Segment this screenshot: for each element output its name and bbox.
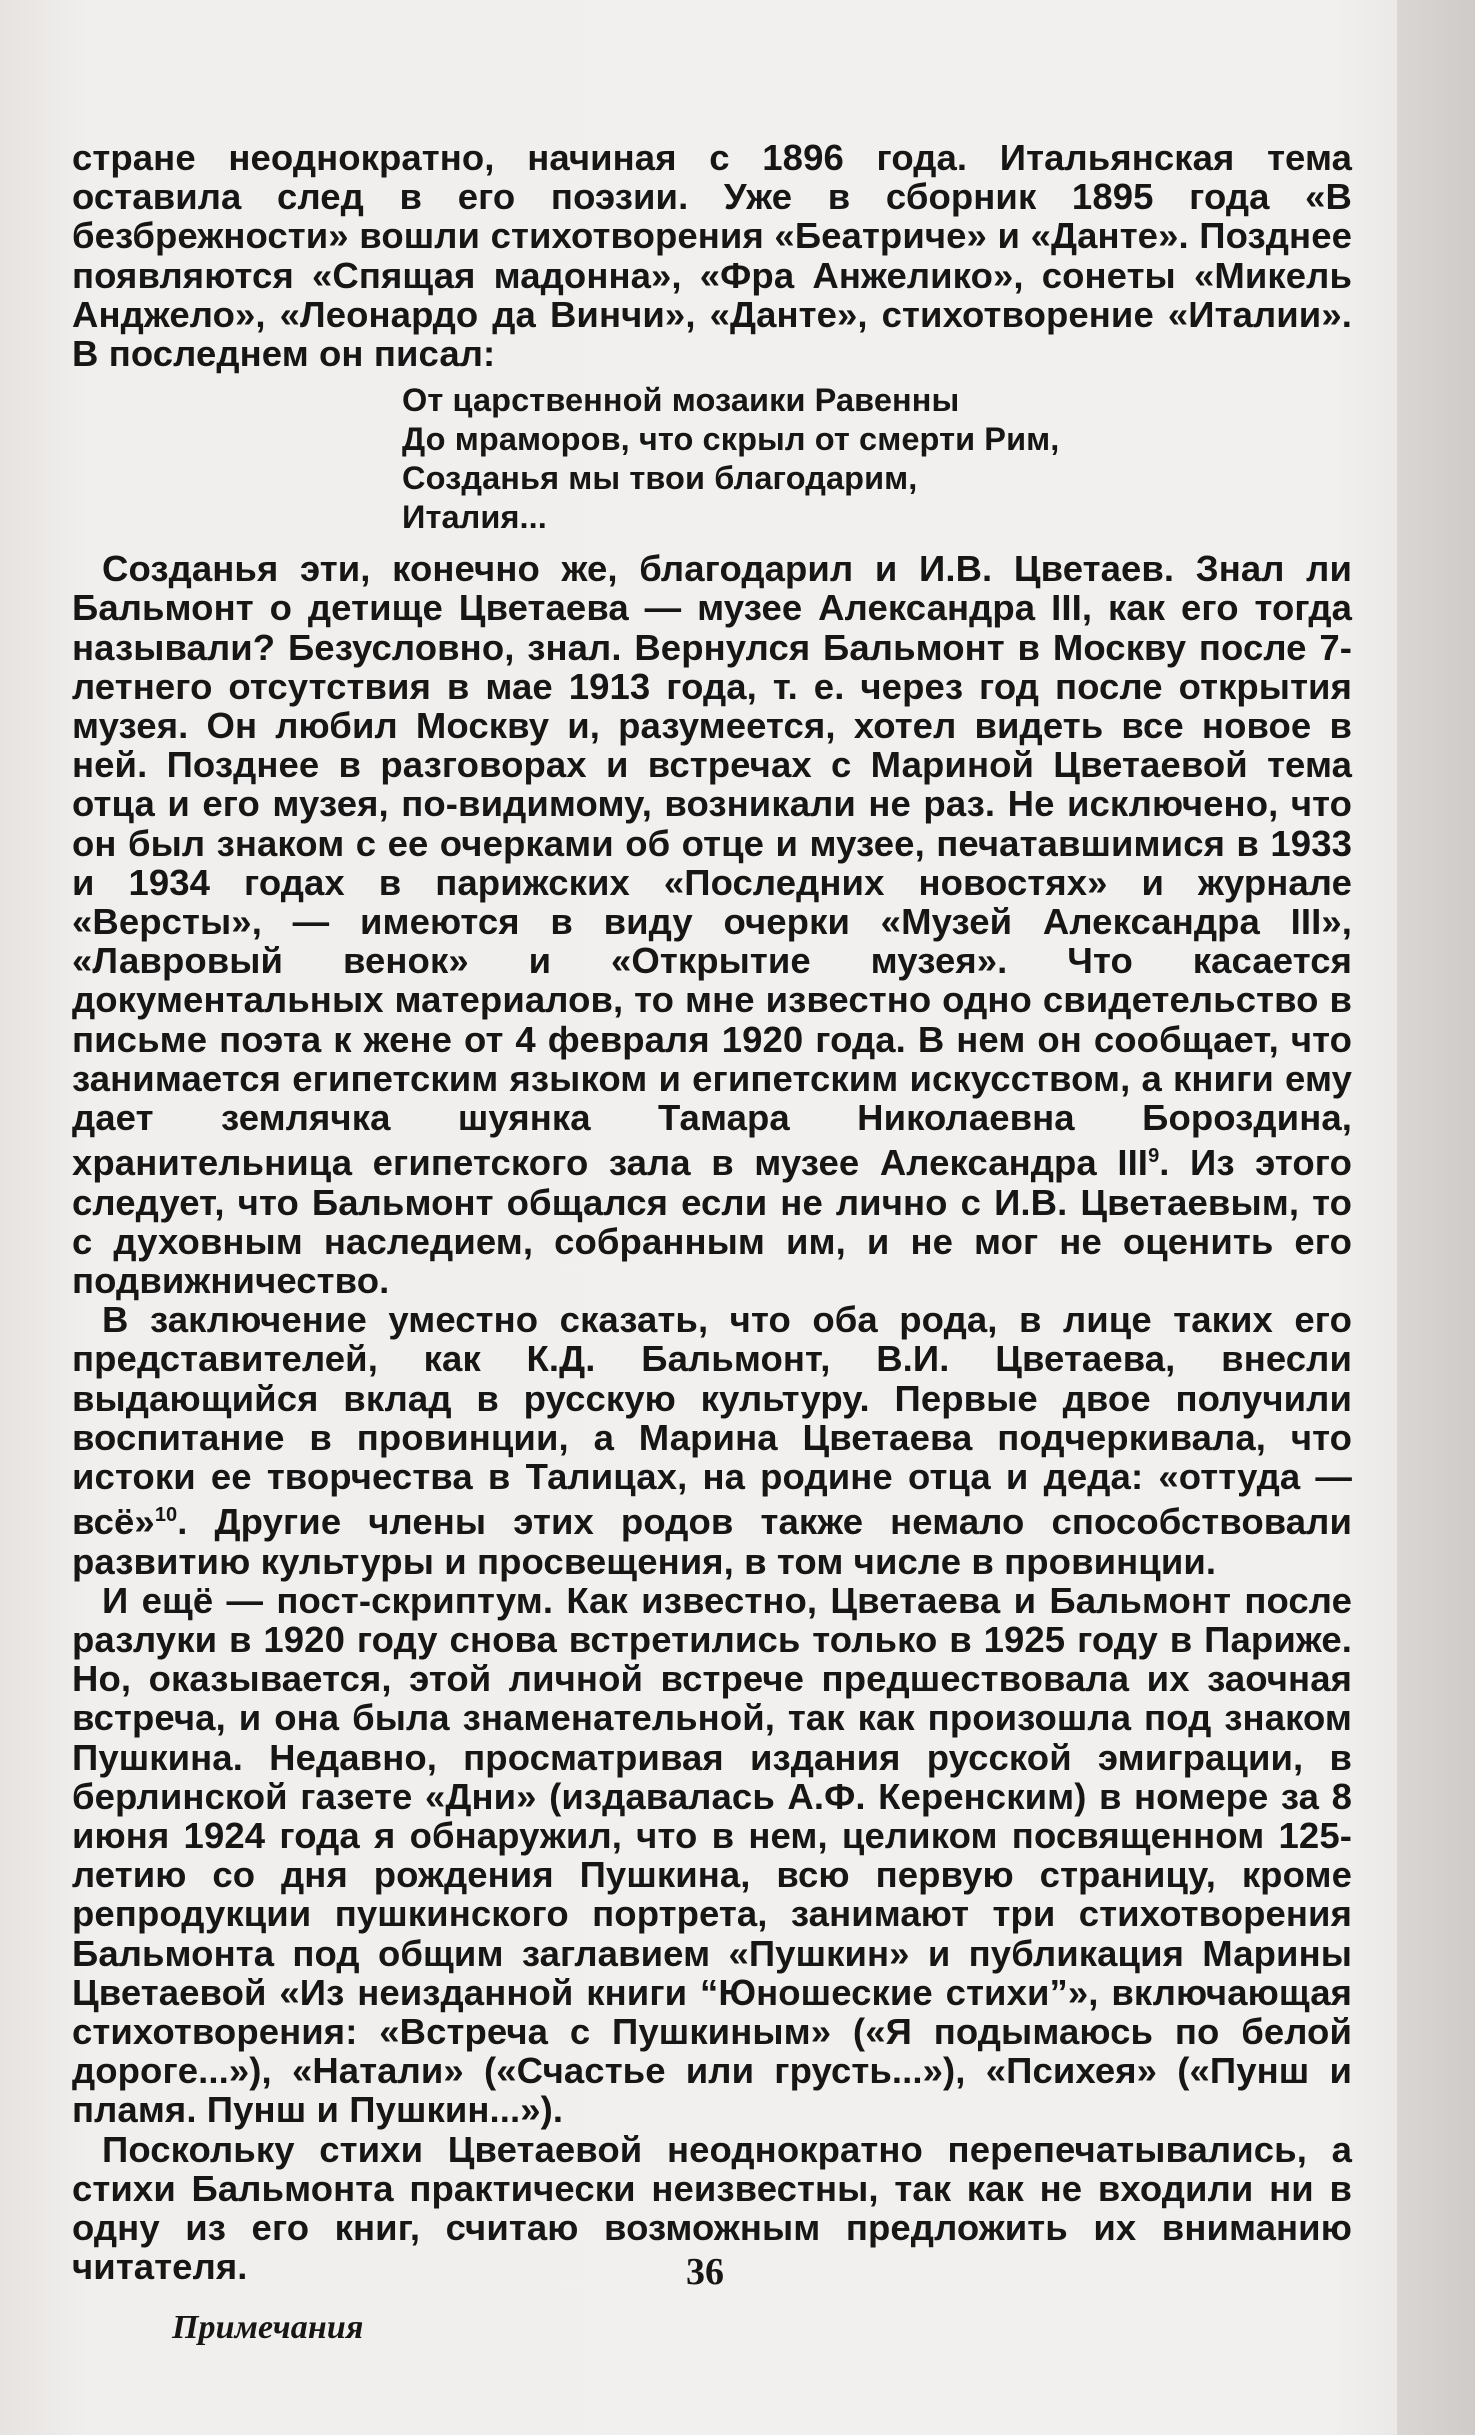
- paragraph: И ещё — пост-скриптум. Как известно, Цветаева и Бальмонт после разлуки в 1920 году снова встретились только в 1925 году в Париже. Но, оказывается, этой личной встрече предшествовала их заочная встреча, и она была знаменательной, так как произошла под знаком Пушкина. Недавно, просматривая издания русской эмиграции, в берлинской газете «Дни» (издавалась А.Ф. Керенским) в номере за 8 июня 1924 года я обнаружил, что в нем, целиком посвященном 125-летию со дня рождения Пушкина, всю первую страницу, кроме репродукции пушкинского портрета, занимают три стихотворения Бальмонта под общим заглавием «Пушкин» и публикация Марины Цветаевой «Из неизданной книги “Юношеские стихи”», включающая стихотворения: «Встреча с Пушкиным» («Я подымаюсь по белой дороге...»), «Натали» («Счастье или грусть...»), «Психея» («Пунш и пламя. Пунш и Пушкин...»).: [72, 1579, 1352, 2131]
- page-number: 36: [686, 2251, 724, 2293]
- page-gutter-shadow: [1397, 0, 1475, 2435]
- poem-line: Италия...: [402, 499, 547, 536]
- paragraph-text: . Другие члены этих родов также немало способствовали развитию культуры и просвещения, в том числе в провинции.: [72, 1501, 1352, 1582]
- paragraph: [72, 1300, 1352, 1581]
- paragraph-text: . Из этого следует, что Бальмонт общался если не лично с И.В. Цветаевым, то с духовным наследием, собранным им, и не мог не оценить его подвижничество.: [72, 1142, 1352, 1302]
- main-text: [72, 138, 1352, 2348]
- footnote-marker: 9: [1148, 1145, 1160, 1168]
- paragraph-text: В заключение уместно сказать, что оба рода, в лице таких его представителей, как К.Д. Бальмонт, В.И. Цветаева, внесли выдающийся вклад в русскую культуру. Первые двое получили воспитание в провинции, а Марина Цветаева подчеркивала, что истоки ее творчества в Талицах, на родине отца и деда: «оттуда — всё»: [72, 1299, 1352, 1543]
- paragraph: [72, 549, 1352, 1300]
- paragraph: стране неоднократно, начиная с 1896 года. Итальянская тема оставила след в его поэзии. Уже в сборник 1895 года «В безбрежности» вошли стихотворения «Беатриче» и «Данте». Позднее появляются «Спящая мадонна», «Фра Анжелико», сонеты «Микель Анджело», «Леонардо да Винчи», «Данте», стихотворение «Италии». В последнем он писал:: [72, 137, 1352, 375]
- poem-quote: [402, 381, 1352, 537]
- notes-heading: Примечания: [172, 2309, 364, 2347]
- footnote-marker: 10: [154, 1504, 178, 1527]
- poem-line: Созданья мы твои благодарим,: [402, 460, 918, 497]
- poem-line: От царственной мозаики Равенны: [402, 382, 960, 419]
- poem-line: До мраморов, что скрыл от смерти Рим,: [402, 421, 1060, 458]
- paragraph: Поскольку стихи Цветаевой неоднократно перепечатывались, а стихи Бальмонта практически неизвестны, так как не входили ни в одну из его книг, считаю возможным предложить их вниманию читателя.: [72, 2128, 1352, 2288]
- paragraph-text: Созданья эти, конечно же, благодарил и И.В. Цветаев. Знал ли Бальмонт о детище Цветаева — музее Александра III, как его тогда называли? Безусловно, знал. Вернулся Бальмонт в Москву после 7-летнего отсутствия в мае 1913 года, т. е. через год после открытия музея. Он любил Москву и, разумеется, хотел видеть все новое в ней. Позднее в разговорах и встречах с Мариной Цветаевой тема отца и его музея, по-видимому, возникали не раз. Не исключено, что он был знаком с ее очерками об отце и музее, печатавшимися в 1933 и 1934 годах в парижских «Последних новостях» и журнале «Версты», — имеются в виду очерки «Музей Александра III», «Лавровый венок» и «Открытие музея». Что касается документальных материалов, то мне известно одно свидетельство в письме поэта к жене от 4 февраля 1920 года. В нем он сообщает, что занимается египетским языком и египетским искусством, а книги ему дает землячка шуянка Тамара Николаевна Бороздина, хранительница египетского зала в музее Александра III: [72, 548, 1352, 1184]
